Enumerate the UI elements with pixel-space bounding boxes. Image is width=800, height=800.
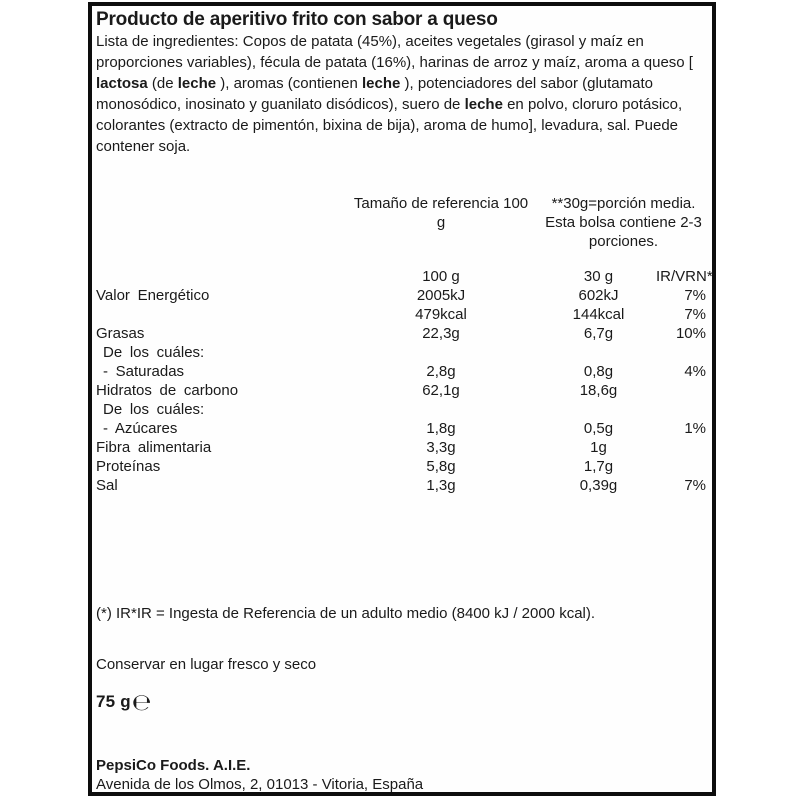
value-per-30g (541, 343, 656, 362)
value-per-100g (341, 400, 541, 419)
value-per-30g: 0,8g (583, 363, 614, 380)
nutrient-label: Grasas (96, 325, 145, 342)
ingredients-paragraph: Lista de ingredientes: Copos de patata (45%), aceites vegetales (girasol y maíz en proporciones variables), fécula de patata (16%), harinas de arroz y maíz, aroma a queso [ lactosa (de leche ), aromas (contienen leche ), potenciadores del sabor (glutamato monosódico, inosinato y guanilato disódicos), suero de leche en polvo, cloruro potásico, colorantes (extracto de pimentón, bixina de bija), aroma de humo], levadura, sal. Puede contener soja. (96, 33, 693, 155)
value-per-100g: 1,8g (426, 420, 456, 437)
value-per-30g: 0,39g (579, 477, 618, 494)
nutrient-label: De los cuáles: (103, 401, 205, 418)
value-ir-vrn (656, 438, 706, 457)
table-row (96, 457, 706, 476)
manufacturer-block (96, 756, 702, 794)
nutrient-label: Hidratos de carbono (96, 382, 239, 399)
value-ir-vrn (656, 381, 706, 400)
column-header-100g: 100 g (422, 268, 460, 285)
table-row (96, 381, 706, 400)
value-per-100g: 1,3g (426, 477, 456, 494)
nutrient-label: - Azúcares (103, 420, 178, 437)
value-ir-vrn: 1% (684, 420, 706, 437)
reference-intake-footnote: (*) IR*IR = Ingesta de Referencia de un adulto medio (8400 kJ / 2000 kcal). (96, 605, 596, 622)
nutrient-label: - Saturadas (103, 363, 185, 380)
table-header-row (96, 267, 713, 286)
value-ir-vrn: 4% (684, 363, 706, 380)
value-ir-vrn: 7% (684, 306, 706, 323)
table-row (96, 305, 706, 324)
value-per-30g (541, 400, 656, 419)
nutrition-table (96, 267, 713, 495)
value-per-30g: 144kcal (572, 306, 625, 323)
table-row (96, 343, 706, 362)
value-per-30g: 18,6g (579, 382, 618, 399)
nutrient-label (96, 305, 341, 324)
serving-reference-spacer (96, 194, 341, 251)
portion-note: **30g=porción media. Esta bolsa contiene 2-3 porciones. (545, 195, 702, 250)
nutrient-label: Valor Energético (96, 287, 210, 304)
value-per-100g: 3,3g (426, 439, 456, 456)
nutrient-label: Sal (96, 477, 118, 494)
table-row (96, 286, 706, 305)
value-ir-vrn (656, 400, 706, 419)
table-row (96, 476, 706, 495)
estimated-sign-icon: ℮ (131, 690, 152, 716)
value-per-100g: 479kcal (415, 306, 467, 323)
net-weight-value: 75 g (96, 692, 131, 711)
value-per-30g: 0,5g (583, 420, 614, 437)
storage-instructions: Conservar en lugar fresco y seco (96, 656, 317, 673)
value-ir-vrn: 7% (684, 477, 706, 494)
value-per-100g: 5,8g (426, 458, 456, 475)
value-per-100g: 2005kJ (416, 287, 466, 304)
column-header-30g: 30 g (583, 268, 614, 285)
table-row (96, 438, 706, 457)
value-per-100g: 62,1g (422, 382, 460, 399)
serving-reference-row (96, 194, 706, 251)
table-row (96, 362, 706, 381)
value-ir-vrn: 10% (675, 325, 706, 342)
value-per-30g: 1g (590, 439, 607, 456)
value-per-100g: 2,8g (426, 363, 456, 380)
reference-size (341, 194, 541, 251)
product-title: Producto de aperitivo frito con sabor a queso (96, 9, 498, 30)
value-ir-vrn: 7% (684, 287, 706, 304)
table-row (96, 324, 706, 343)
manufacturer-address: Avenida de los Olmos, 2, 01013 - Vitoria, España (96, 776, 424, 793)
nutrient-label: Fibra alimentaria (96, 439, 212, 456)
value-per-30g: 602kJ (578, 287, 619, 304)
value-per-100g: 22,3g (422, 325, 460, 342)
nutrient-label: De los cuáles: (103, 344, 205, 361)
value-ir-vrn (656, 457, 706, 476)
reference-size-text: Tamaño de referencia 100 g (353, 195, 529, 231)
value-per-30g: 1,7g (583, 458, 614, 475)
table-row (96, 400, 706, 419)
nutrient-label: Proteínas (96, 458, 161, 475)
table-row (96, 419, 706, 438)
column-header-ir-vrn: IR/VRN* (656, 268, 713, 285)
manufacturer-name: PepsiCo Foods. A.I.E. (96, 757, 251, 774)
net-weight (96, 690, 152, 716)
product-label (88, 2, 716, 796)
value-per-100g (341, 343, 541, 362)
value-per-30g: 6,7g (583, 325, 614, 342)
column-header-nutrient (96, 267, 341, 286)
value-ir-vrn (656, 343, 706, 362)
